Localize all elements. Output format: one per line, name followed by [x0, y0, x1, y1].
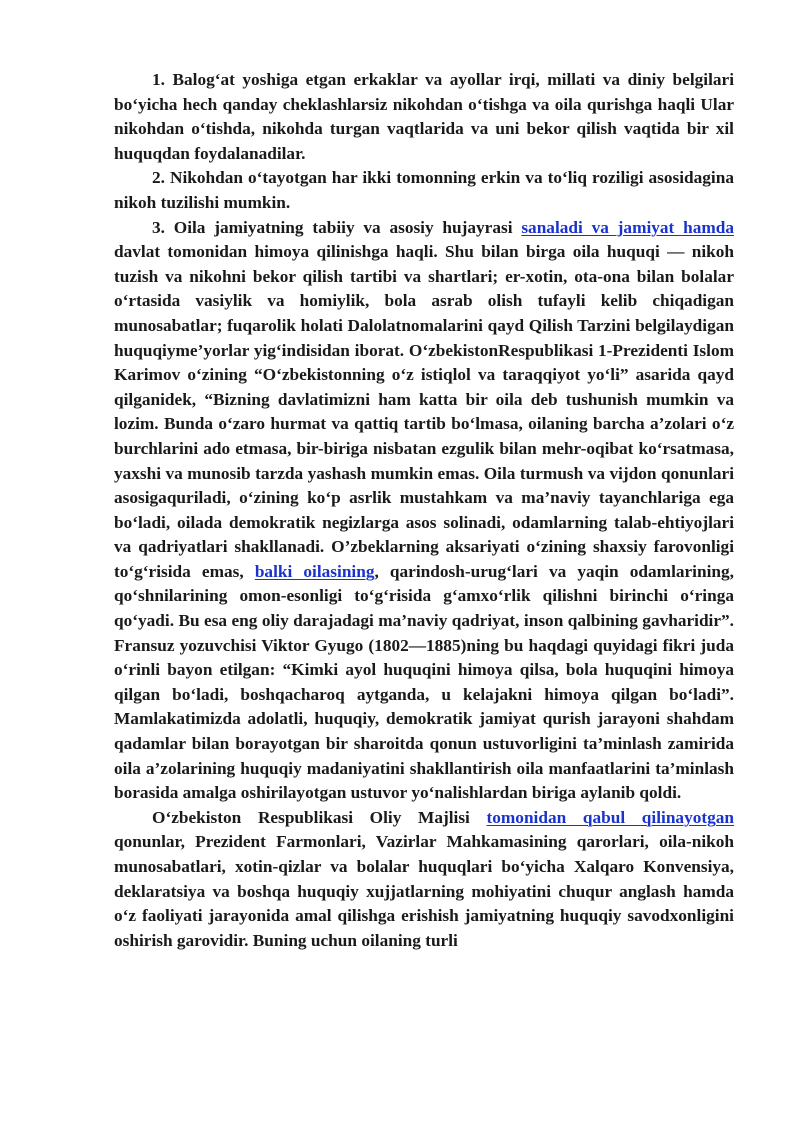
paragraph-3: [114, 216, 734, 806]
link-balki-oilasining[interactable]: balki oilasining: [254, 561, 375, 581]
link-tomonidan-qabul[interactable]: tomonidan qabul qilinayotgan: [486, 807, 734, 827]
paragraph-3-text-2: davlat tomonidan himoya qilinishga haqli. Shu bilan birga oila huquqi — nikoh tuzish va nikohni bekor qilish tartibi va shartlari; er-xotin, ota-ona bilan bolalar o‘rtasida vasiylik va homiylik, bola asrab olish tufayli kelib chiqadigan munosabatlar; fuqarolik holati Dalolatnomalarini qayd Qilish Tarzini belgilaydigan huquqiyme’yorlar yig‘indisidan iborat. O‘zbekistonRespublikasi 1-Prezidenti Islom Karimov o‘zining “O‘zbekistonning o‘z istiqlol va taraqqiyot yo‘li” asarida qayd qilganidek, “Bizning davlatimizni ham katta bir oila deb tushunish mumkin va lozim. Bunda o‘zaro hurmat va qattiq tartib bo‘lmasa, oilaning barcha a’zolari o‘z burchlarini ado etmasa, bir-biriga nisbatan ezgulik bilan mehr-oqibat ko‘rsatmasa, yaxshi va munosib tarzda yashash mumkin emas. Oila turmush va vijdon qonunlari asosigaquriladi, o‘zining ko‘p asrlik mustahkam va ma’naviy tayanchlariga ega bo‘ladi, oilada demokratik negizlarga asos solinadi, odamlarning talab-ehtiyojlari va qadriyatlari shakllanadi. O’zbeklarning aksariyati o‘zining shaxsiy farovonligi to‘g‘risida emas,: [114, 242, 734, 581]
paragraph-2: [114, 166, 734, 215]
paragraph-1-text: 1. Balog‘at yoshiga etgan erkaklar va ayollar irqi, millati va diniy belgilari bo‘yicha hech qanday cheklashlarsiz nikohdan o‘tishga va oila qurishga haqli Ular nikohdan o‘tishda, nikohda turgan vaqtlarida va uni bekor qilish vaqtida bir xil huquqdan foydalanadilar.: [114, 70, 734, 163]
paragraph-3-text-3: , qarindosh-urug‘lari va yaqin odamlarining, qo‘shnilarining omon-esonligi to‘g‘risida g‘amxo‘rlik qilishni birinchi o‘ringa qo‘yadi. Bu esa eng oliy darajadagi ma’naviy qadriyat, inson qalbining gavharidir”. Fransuz yozuvchisi Viktor Gyugo (1802—1885)ning bu haqdagi quyidagi fikri juda o‘rinli bayon etilgan: “Kimki ayol huquqini himoya qilsa, bola huquqini himoya qilgan bo‘ladi, boshqacharoq aytganda, u kelajakni himoya qilgan bo‘ladi”. Mamlakatimizda adolatli, huquqiy, demokratik jamiyat qurish jarayoni shahdam qadamlar bilan borayotgan bir sharoitda qonun ustuvorligini ta’minlash zamirida oila a’zolarining huquqiy madaniyatini shakllantirish oila manfaatlarini ta’minlash borasida amalga oshirilayotgan ustuvor yo‘nalishlardan biriga aylanib qoldi.: [114, 561, 734, 803]
link-sanaladi[interactable]: sanaladi va jamiyat hamda: [521, 217, 734, 237]
paragraph-1: [114, 68, 734, 166]
paragraph-2-text: 2. Nikohdan o‘tayotgan har ikki tomonning erkin va to‘liq roziligi asosidagina nikoh tuzilishi mumkin.: [114, 168, 734, 212]
paragraph-4-text-1: O‘zbekiston Respublikasi Oliy Majlisi: [152, 807, 487, 827]
paragraph-4: [114, 806, 734, 954]
paragraph-4-text-2: qonunlar, Prezident Farmonlari, Vazirlar Mahkamasining qarorlari, oila-nikoh munosabatlari, xotin-qizlar va bolalar huquqlari bo‘yicha Xalqaro Konvensiya, deklaratsiya va boshqa huquqiy xujjatlarning mohiyatini chuqur anglash hamda o‘z faoliyati jarayonida amal qilishga erishish jamiyatning huquqiy savodxonligini oshirish garovidir. Buning uchun oilaning turli: [114, 832, 734, 950]
document-page: [114, 68, 734, 953]
paragraph-3-text-1: 3. Oila jamiyatning tabiiy va asosiy hujayrasi: [152, 217, 522, 237]
